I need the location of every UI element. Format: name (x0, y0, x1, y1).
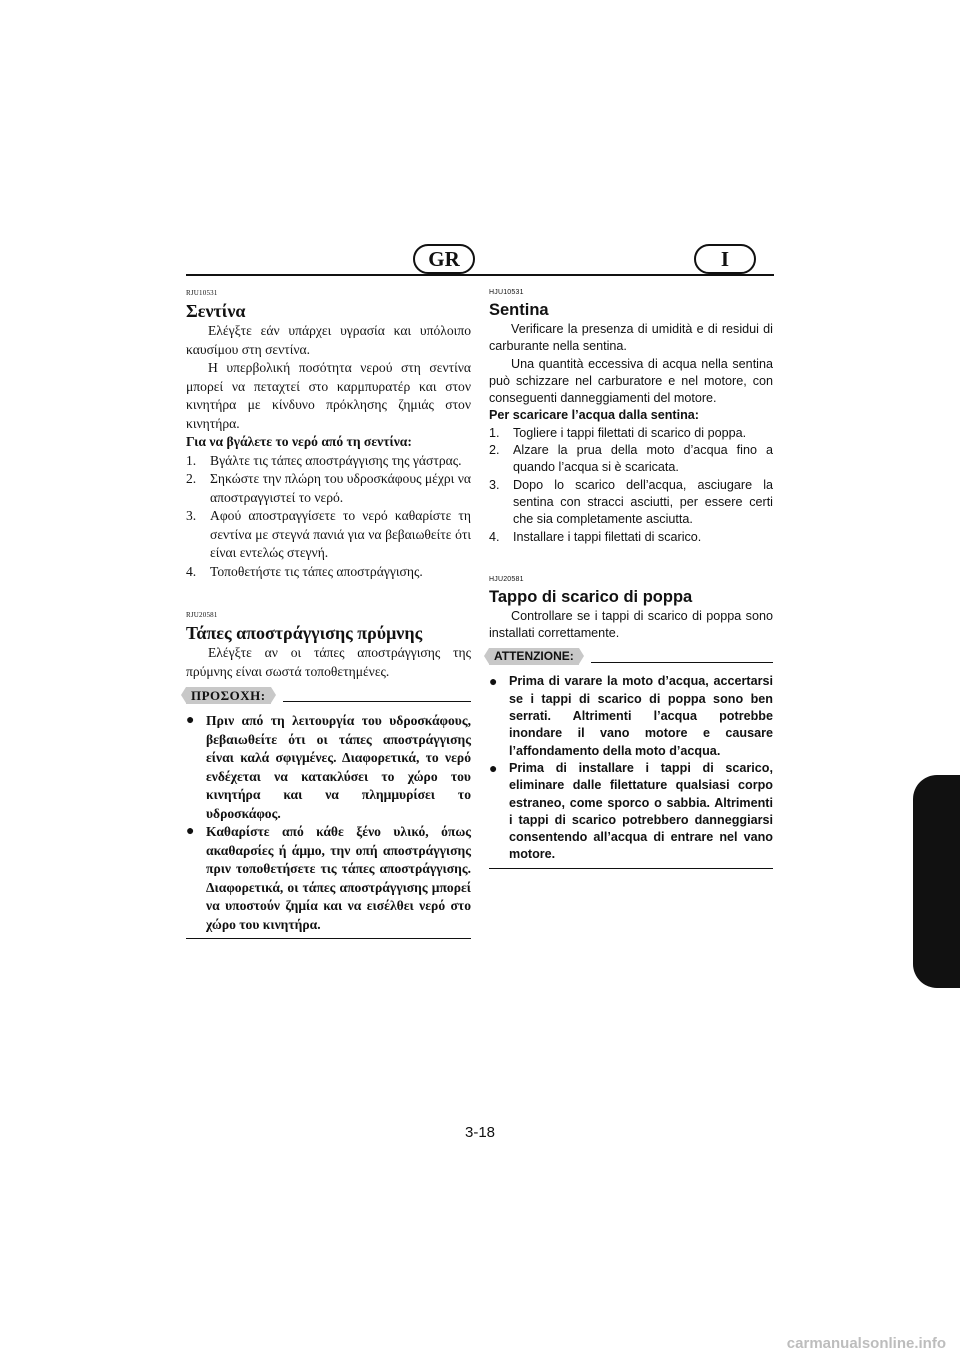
caution-label: ΠΡΟΣΟΧΗ: (186, 687, 271, 704)
procedure-steps (489, 425, 773, 546)
page-header (186, 244, 774, 278)
bullet-icon: ● (186, 713, 195, 728)
caution-end-rule (186, 938, 471, 939)
section-title: Τάπες αποστράγγισης πρύμνης (186, 623, 423, 643)
paragraph: Ελέγξτε αν οι τάπες αποστράγγισης της πρύμνης είναι σωστά τοποθετημένες. (186, 645, 471, 679)
list-item: 4. Installare i tappi filettati di scarico. (489, 529, 702, 544)
bullet-icon: ● (489, 759, 498, 776)
caution-list (186, 712, 471, 934)
section-code: RJU10531 (186, 289, 218, 297)
greek-column (186, 286, 471, 939)
caution-label: ATTENZIONE: (489, 648, 579, 665)
watermark: carmanualsonline.info (786, 1335, 946, 1352)
caution-header (489, 648, 773, 665)
bullet-icon: ● (489, 673, 498, 690)
paragraph: Ελέγξτε εάν υπάρχει υγρασία και υπόλοιπο καυσίμου στη σεντίνα. (186, 323, 471, 357)
paragraph: Verificare la presenza di umidità e di residui di carburante nella sentina. (489, 322, 773, 354)
section-title: Σεντίνα (186, 301, 246, 321)
section-title: Tappo di scarico di poppa (489, 587, 693, 606)
list-item: ● Πριν από τη λειτουργία του υδροσκάφους, βεβαιωθείτε ότι οι τάπες αποστράγγισης είναι καλά σφιγμένες. Διαφορετικά, το νερό ενδέχεται να κατακλύσει το χώρο του κινητήρα και να πλημμυρίσει το υδροσκάφος. (186, 712, 471, 823)
paragraph: Una quantità eccessiva di acqua nella sentina può schizzare nel carburatore e nel motore, con conseguenti danneggiamenti del motore. (489, 356, 773, 406)
section-code: RJU20581 (186, 611, 218, 619)
list-item: ● Καθαρίστε από κάθε ξένο υλικό, όπως ακαθαρσίες ή άμμο, την οπή αποστράγγισης πριν τοποθετήσετε τις τάπες αποστράγγισης. Διαφορετικά, οι τάπες αποστράγγισης μπορεί να υποστούν ζημία και να εισέλθει νερό στο χώρο του κινητήρα. (186, 823, 471, 934)
page-number: 3-18 (464, 1124, 496, 1141)
bullet-icon: ● (186, 824, 195, 839)
section-title: Sentina (489, 301, 549, 319)
caution-header (186, 687, 471, 704)
list-item: 3. Αφού αποστραγγίσετε το νερό καθαρίστε τη σεντίνα με στεγνά πανιά για να βεβαιωθείτε ότι είναι εντελώς στεγνή. (186, 508, 471, 560)
section-code: HJU10531 (489, 289, 524, 296)
italian-column (489, 286, 773, 869)
list-item: 2. Alzare la prua della moto d’acqua fino a quando l’acqua si è scaricata. (489, 443, 773, 475)
section-code: HJU20581 (489, 575, 524, 583)
caution-end-rule (489, 868, 773, 869)
header-rule (186, 274, 774, 276)
language-badge-it: I (694, 244, 756, 274)
paragraph: Controllare se i tappi di scarico di poppa sono installati correttamente. (489, 608, 773, 641)
caution-rule (283, 701, 471, 702)
procedure-steps (186, 452, 471, 582)
list-item: 1. Βγάλτε τις τάπες αποστράγγισης της γάστρας. (186, 452, 462, 468)
chapter-tab (913, 775, 960, 988)
list-item: 2. Σηκώστε την πλώρη του υδροσκάφους μέχρι να αποστραγγιστεί το νερό. (186, 471, 471, 505)
paragraph: Η υπερβολική ποσότητα νερού στη σεντίνα μπορεί να πεταχτεί στο καρμπυρατέρ και στον κινητήρα με κίνδυνο πρόκλησης ζημιάς στον κινητήρα. (186, 360, 471, 431)
list-item: 4. Τοποθετήστε τις τάπες αποστράγγισης. (186, 563, 423, 579)
procedure-heading: Για να βγάλετε το νερό από τη σεντίνα: (186, 434, 412, 449)
list-item: ● Prima di installare i tappi di scarico, eliminare dalle filettature qualsiasi corpo estraneo, come sporco o sabbia. Altrimenti i tappi di scarico potrebbero danneggiarsi consentendo all’acqua di entrare nel vano motore. (489, 760, 773, 864)
caution-list (489, 673, 773, 863)
list-item: ● Prima di varare la moto d’acqua, accertarsi se i tappi di scarico di poppa sono ben serrati. Altrimenti l’acqua potrebbe inondare il vano motore e causare l’affondamento della moto d’acqua. (489, 673, 773, 759)
procedure-heading: Per scaricare l’acqua dalla sentina: (489, 408, 700, 423)
list-item: 3. Dopo lo scarico dell’acqua, asciugare la sentina con stracci asciutti, per essere certi che sia completamente asciutta. (489, 477, 773, 527)
language-badge-gr: GR (413, 244, 475, 274)
list-item: 1. Togliere i tappi filettati di scarico di poppa. (489, 425, 747, 440)
caution-rule (591, 662, 773, 663)
